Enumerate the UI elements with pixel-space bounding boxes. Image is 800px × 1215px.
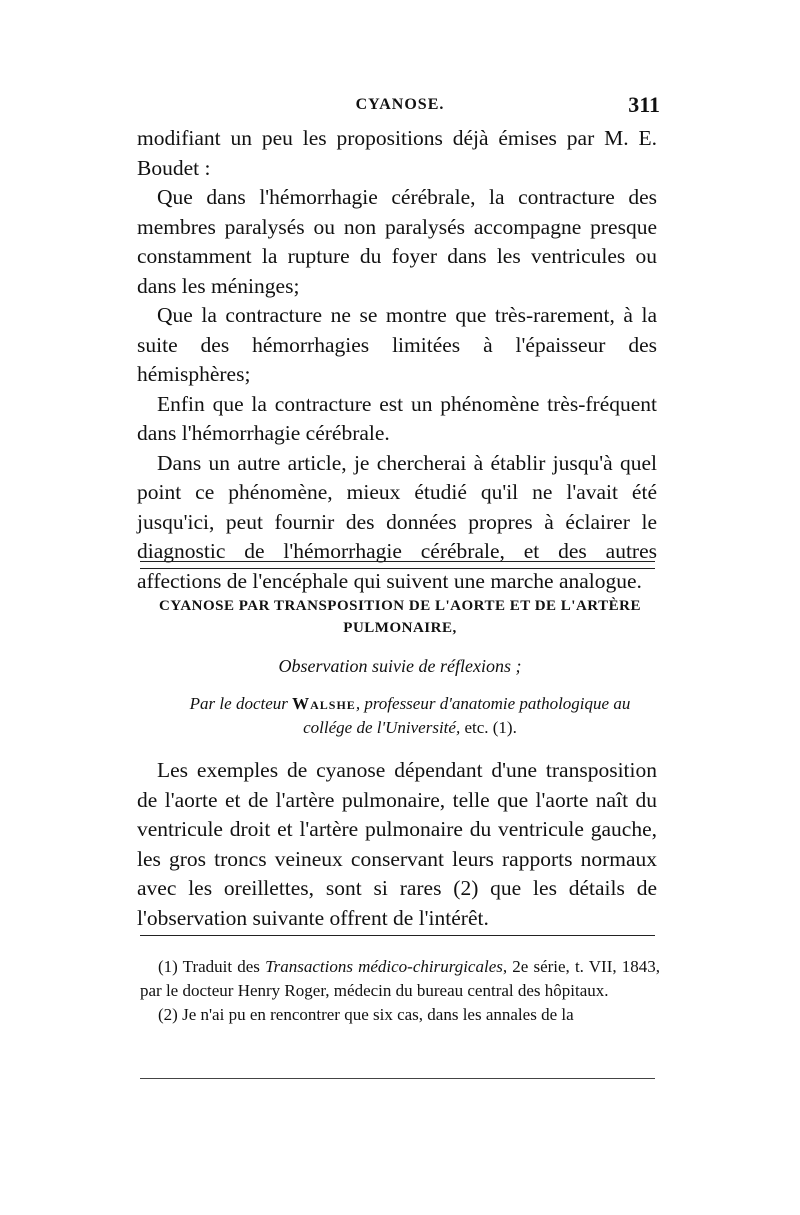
footnote-1-marker: (1) Traduit des — [158, 957, 260, 976]
running-title: CYANOSE. — [355, 96, 445, 113]
author-name: Walshe — [292, 694, 356, 713]
running-header — [140, 92, 660, 122]
paragraph: Que dans l'hémorrhagie cérébrale, la contracture des membres paralysés ou non paralysés accompagne presque constamment la rupture du foyer dans les ventricules ou dans les méninges; — [137, 185, 657, 298]
article-subtitle: Observation suivie de réflexions ; — [278, 656, 522, 676]
author-byline — [165, 692, 655, 740]
paragraph: modifiant un peu les propositions déjà émises par M. E. Boudet : — [137, 126, 657, 180]
page-number: 311 — [628, 92, 660, 117]
paragraph: Dans un autre article, je chercherai à établir jusqu'à quel point ce phénomène, mieux étudié qu'il ne l'avait été jusqu'ici, peut fournir des données propres à éclairer le diagnostic de l'hémorrhagie cérébrale, et des autres affections de l'encéphale qui suivent une marche analogue. — [137, 450, 657, 593]
footnotes — [140, 955, 660, 1027]
author-affiliation: , professeur d'anatomie pathologique au collége de l'Université, — [303, 694, 631, 737]
byline-prefix: Par le docteur — [189, 694, 288, 713]
byline-etc: etc. (1). — [464, 718, 517, 737]
section-divider — [140, 561, 655, 569]
footnote-1 — [140, 955, 660, 1003]
paragraph: Les exemples de cyanose dépendant d'une transposition de l'aorte et de l'artère pulmonaire, telle que l'aorte naît du ventricule droit et l'artère pulmonaire du ventricule gauche, les gros troncs veineux conservant leurs rapports normaux avec les oreillettes, sont si rares (2) que les détails de l'observation suivante offrent de l'intérêt. — [137, 758, 657, 930]
footnote-2: (2) Je n'ai pu en rencontrer que six cas, dans les annales de la — [158, 1005, 574, 1024]
article-title: CYANOSE PAR TRANSPOSITION DE L'AORTE ET DE L'ARTÈRE PULMONAIRE, — [159, 598, 641, 636]
preceding-article-text — [137, 124, 657, 596]
paragraph: Enfin que la contracture est un phénomène très-fréquent dans l'hémorrhagie cérébrale. — [137, 391, 657, 445]
footnote-divider — [140, 935, 655, 936]
footnote-1-rest: , 2e série, t. VII, 1843, par le docteur Henry Roger, médecin du bureau central des hôpitaux. — [140, 957, 660, 1000]
bottom-rule — [140, 1078, 655, 1079]
article-body — [137, 756, 657, 933]
paragraph: Que la contracture ne se montre que très-rarement, à la suite des hémorrhagies limitées à l'épaisseur des hémisphères; — [137, 303, 657, 386]
footnote-1-source: Transactions médico-chirurgicales — [265, 957, 503, 976]
